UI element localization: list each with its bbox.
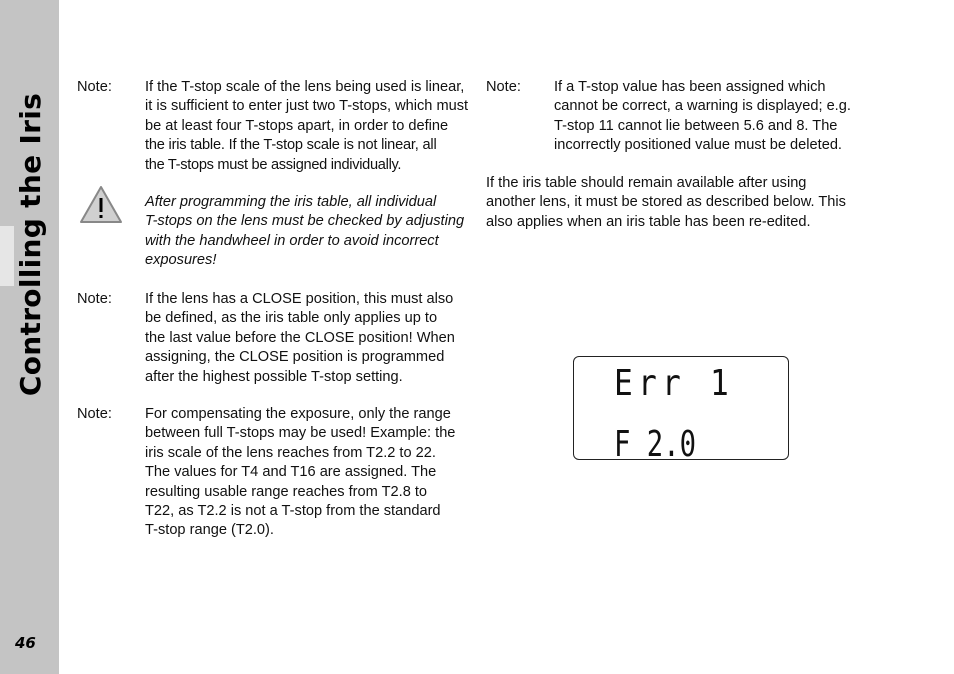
note3-line: between full T-stops may be used! Example: the: [145, 425, 456, 442]
sidebar: [0, 0, 59, 674]
note3-line: The values for T4 and T16 are assigned. The: [145, 464, 437, 481]
note4-line: incorrectly positioned value must be deleted.: [554, 137, 842, 154]
note4-label: Note:: [486, 79, 521, 95]
warning-line: After programming the iris table, all individual: [145, 194, 437, 210]
note2-line: the last value before the CLOSE position! When: [145, 329, 455, 346]
warning-line: with the handwheel in order to avoid incorrect: [145, 232, 439, 249]
lcd-line-2: F 2.0: [614, 424, 696, 461]
note4-line: If a T-stop value has been assigned which: [554, 79, 826, 95]
chapter-title: Controlling the Iris: [14, 92, 48, 397]
paragraph-line: also applies when an iris table has been re-edited.: [486, 213, 811, 230]
note4-body: [554, 78, 884, 156]
lcd-display: [573, 356, 789, 460]
sidebar-tab-marker: [0, 226, 14, 286]
note1-body: [145, 78, 475, 175]
note2-line: If the lens has a CLOSE position, this must also: [145, 291, 454, 307]
note3-line: T-stop range (T2.0).: [145, 522, 274, 539]
note4-line: T-stop 11 cannot lie between 5.6 and 8. The: [554, 117, 838, 134]
note3-line: T22, as T2.2 is not a T-stop from the standard: [145, 503, 441, 520]
note2-body: [145, 290, 475, 387]
note1-line: it is sufficient to enter just two T-stops, which must: [145, 98, 469, 115]
note2-label: Note:: [77, 291, 112, 307]
lcd-segments: [574, 357, 790, 461]
paragraph-line: If the iris table should remain available after using: [486, 175, 807, 191]
note1-line: be at least four T-stops apart, in order to define: [145, 117, 449, 134]
note3-line: iris scale of the lens reaches from T2.2 to 22.: [145, 444, 436, 461]
warning-triangle-icon: [78, 184, 124, 226]
storage-paragraph: [486, 174, 886, 232]
note1-line: If the T-stop scale of the lens being used is linear,: [145, 79, 465, 95]
paragraph-line: another lens, it must be stored as described below. This: [486, 194, 846, 211]
lcd-line-1: Err 1: [614, 363, 734, 404]
note3-body: [145, 405, 475, 541]
note1-label: Note:: [77, 79, 112, 95]
note3-line: resulting usable range reaches from T2.8 to: [145, 483, 428, 500]
warning-line: exposures!: [145, 252, 217, 269]
warning-line: T-stops on the lens must be checked by adjusting: [145, 213, 465, 230]
note3-label: Note:: [77, 406, 112, 422]
page-number: 46: [15, 634, 36, 652]
note2-line: after the highest possible T-stop setting.: [145, 368, 403, 385]
note1-line: the T-stops must be assigned individually.: [145, 156, 402, 173]
note2-line: be defined, as the iris table only applies up to: [145, 310, 438, 327]
note4-line: cannot be correct, a warning is displayed; e.g.: [554, 98, 851, 115]
chapter-title-wrapper: [14, 72, 48, 417]
note3-line: For compensating the exposure, only the range: [145, 406, 451, 422]
note1-line: the iris table. If the T-stop scale is not linear, all: [145, 137, 437, 154]
warning-body: [145, 193, 475, 271]
note2-line: assigning, the CLOSE position is programmed: [145, 349, 445, 366]
